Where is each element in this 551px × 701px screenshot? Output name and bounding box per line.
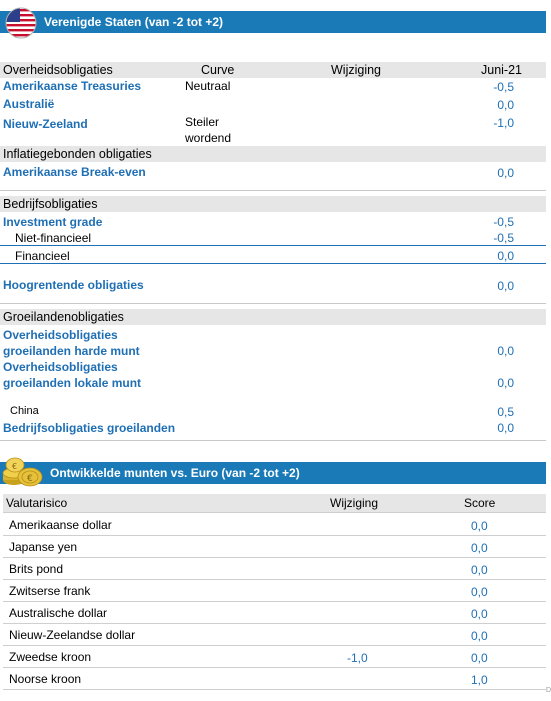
- fx-table-row: [3, 579, 546, 602]
- corp-divider: [0, 190, 546, 191]
- fx-currency-label: Zwitserse frank: [9, 584, 91, 598]
- curve-header: Curve: [201, 63, 235, 77]
- investment-grade-label: Investment grade: [3, 215, 103, 229]
- fx-score-value: 0,0: [471, 541, 488, 555]
- australia-value: 0,0: [497, 98, 514, 112]
- fx-section-banner: [0, 462, 546, 484]
- china-value: 0,5: [497, 405, 514, 419]
- fx-currency-label: Brits pond: [9, 562, 64, 576]
- breakeven-value: 0,0: [497, 166, 514, 180]
- fx-table-row: [3, 667, 546, 690]
- new-zealand-curve-line2: wordend: [185, 131, 232, 145]
- em-local-label-line2: groeilanden lokale munt: [3, 376, 142, 390]
- fx-change-header: Wijziging: [330, 496, 379, 510]
- new-zealand-label: Nieuw-Zeeland: [3, 117, 88, 131]
- fx-score-value: 0,0: [471, 629, 488, 643]
- financial-underline: [0, 263, 546, 264]
- fx-header-row: [3, 494, 546, 513]
- us-section-title: Verenigde Staten (van -2 tot +2): [44, 15, 224, 29]
- financial-value: 0,0: [497, 249, 514, 263]
- corner-mark: D: [546, 687, 551, 694]
- us-section-bottom-line: [0, 440, 546, 441]
- change-header: Wijziging: [331, 63, 382, 77]
- us-treasuries-curve: Neutraal: [185, 79, 231, 93]
- us-treasuries-value: -0,5: [493, 80, 514, 94]
- fx-change-value: -1,0: [347, 651, 368, 665]
- em-divider: [0, 303, 546, 304]
- corp-header-row: [0, 196, 546, 212]
- em-header-label: Groeilandenobligaties: [3, 310, 124, 324]
- fx-risk-header: Valutarisico: [6, 496, 68, 510]
- non-financial-label: Niet-financieel: [15, 231, 92, 245]
- inflation-header-row: [0, 146, 546, 162]
- fx-score-value: 0,0: [471, 563, 488, 577]
- fx-currency-label: Nieuw-Zeelandse dollar: [9, 628, 136, 642]
- em-hard-value: 0,0: [497, 344, 514, 358]
- fx-table-row: [3, 535, 546, 558]
- svg-text:€: €: [27, 474, 33, 484]
- high-yield-value: 0,0: [497, 279, 514, 293]
- em-local-label-line1: Overheidsobligaties: [3, 360, 118, 374]
- em-corp-label: Bedrijfsobligaties groeilanden: [3, 421, 176, 435]
- gov-header-row: [0, 62, 546, 78]
- euro-coins-icon: [2, 456, 44, 488]
- new-zealand-curve-line1: Steiler: [185, 115, 220, 129]
- em-corp-value: 0,0: [497, 421, 514, 435]
- fx-score-header: Score: [464, 496, 496, 510]
- fx-score-value: 0,0: [471, 519, 488, 533]
- fx-section-title: Ontwikkelde munten vs. Euro (van -2 tot +2): [50, 466, 300, 480]
- fx-currency-label: Noorse kroon: [9, 672, 82, 686]
- fx-currency-label: Australische dollar: [9, 606, 108, 620]
- em-header-row: [0, 309, 546, 325]
- china-label: China: [10, 405, 39, 417]
- us-section-banner: [0, 11, 546, 33]
- fx-table-row: [3, 623, 546, 646]
- fx-currency-label: Zweedse kroon: [9, 650, 92, 664]
- svg-text:€: €: [12, 462, 18, 471]
- australia-label: Australië: [3, 97, 55, 111]
- em-hard-label-line2: groeilanden harde munt: [3, 344, 140, 358]
- fx-score-value: 0,0: [471, 585, 488, 599]
- us-treasuries-label: Amerikaanse Treasuries: [3, 79, 142, 93]
- inflation-header-label: Inflatiegebonden obligaties: [3, 147, 152, 161]
- us-flag-icon: [5, 7, 37, 39]
- corp-header-label: Bedrijfsobligaties: [3, 197, 98, 211]
- new-zealand-value: -1,0: [493, 116, 514, 130]
- fx-score-value: 0,0: [471, 651, 488, 665]
- investment-grade-value: -0,5: [493, 215, 514, 229]
- fx-currency-label: Amerikaanse dollar: [9, 518, 112, 532]
- fx-currency-label: Japanse yen: [9, 540, 78, 554]
- gov-header-label: Overheidsobligaties: [3, 63, 113, 77]
- fx-table-row: [3, 557, 546, 580]
- em-hard-label-line1: Overheidsobligaties: [3, 328, 118, 342]
- breakeven-label: Amerikaanse Break-even: [3, 165, 146, 179]
- financial-label: Financieel: [15, 249, 70, 263]
- fx-table-row: [3, 601, 546, 624]
- fx-score-value: 0,0: [471, 607, 488, 621]
- em-local-value: 0,0: [497, 376, 514, 390]
- fx-score-value: 1,0: [471, 673, 488, 687]
- fx-table-row: [3, 645, 546, 668]
- fx-table-row: [3, 513, 546, 536]
- non-financial-underline: [0, 245, 546, 246]
- date-header: Juni-21: [481, 63, 522, 77]
- high-yield-label: Hoogrentende obligaties: [3, 278, 144, 292]
- non-financial-value: -0,5: [493, 231, 514, 245]
